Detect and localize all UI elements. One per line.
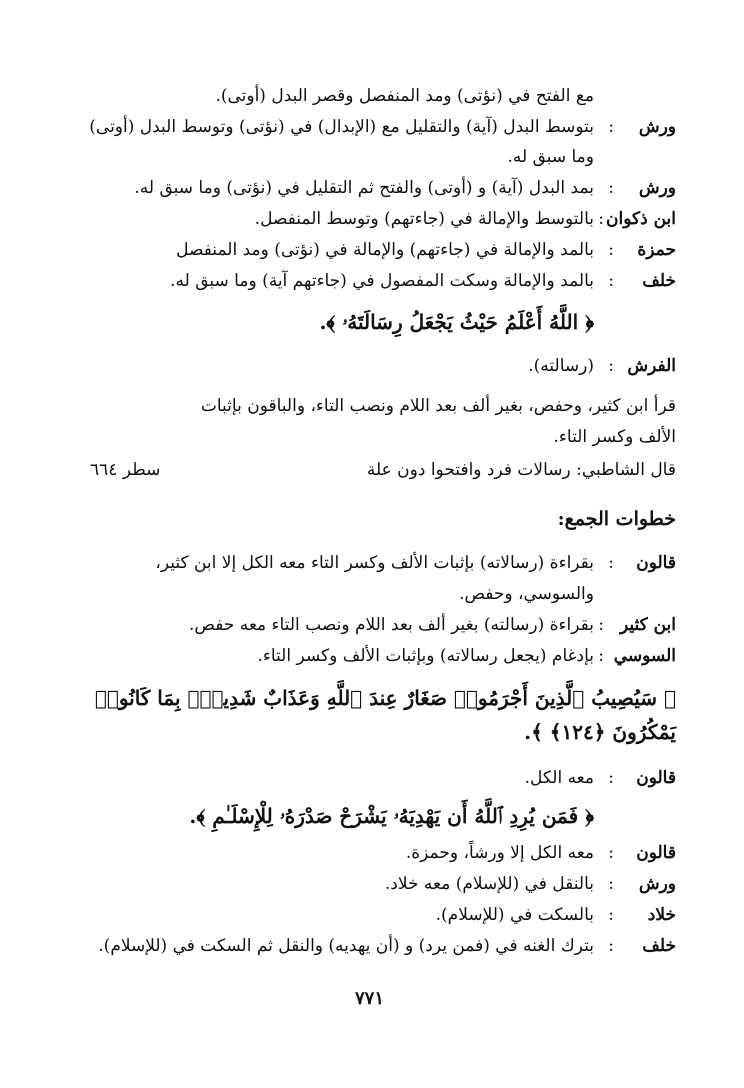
farsh-body: الألف وكسر التاء. bbox=[553, 427, 676, 447]
quran-verse: ﴿ اللَّهُ أَعْلَمُ حَيْثُ يَجْعَلُ رِسَالَتَهُۥ ﴾. bbox=[319, 310, 594, 334]
quran-verse: يَمْكُرُونَ ﴿١٢٤﴾ ﴾. bbox=[524, 720, 676, 744]
colon-separator: : bbox=[608, 178, 614, 198]
colon-separator: : bbox=[608, 843, 614, 863]
quran-verse: ﴿ سَيُصِيبُ ٱلَّذِينَ أَجْرَمُوا۟ صَغَارٌ عِندَ ٱللَّهِ وَعَذَابٌ شَدِيدٌۢ بِمَا كَانُوا۟ bbox=[94, 686, 676, 710]
reader-label: ابن كثير bbox=[619, 615, 676, 635]
colon-separator: : bbox=[608, 936, 614, 956]
colon-separator: : bbox=[608, 117, 614, 137]
entry-text: والسوسي، وحفص. bbox=[459, 584, 594, 604]
entry-text: بقراءة (رسالاته) بإثبات الألف وكسر التاء معه الكل إلا ابن كثير، bbox=[155, 553, 594, 573]
farsh-label: الفرش bbox=[627, 356, 676, 376]
reader-label: خلف bbox=[642, 936, 676, 956]
reader-label: ورش bbox=[638, 874, 676, 894]
entry-text: بالنقل في (للإسلام) معه خلاد. bbox=[384, 874, 594, 894]
colon-separator: : bbox=[608, 356, 614, 376]
reader-label: خلاد bbox=[647, 905, 676, 925]
colon-separator: : bbox=[608, 905, 614, 925]
reader-label: ورش bbox=[638, 178, 676, 198]
entry-text: معه الكل إلا ورشاً، وحمزة. bbox=[405, 843, 594, 863]
entry-text: بإدغام (يجعل رسالاته) وبإثبات الألف وكسر التاء. bbox=[257, 646, 594, 666]
entry-text: بالمد والإمالة وسكت المفصول في (جاءتهم آية) وما سبق له. bbox=[170, 271, 594, 291]
entry-text: بترك الغنه في (فمن يرد) و (أن يهديه) والنقل ثم السكت في (للإسلام). bbox=[98, 936, 594, 956]
section-heading: خطوات الجمع: bbox=[557, 508, 676, 530]
shatibi-quote: قال الشاطبي: رسالات فرد وافتحوا دون علة bbox=[366, 460, 676, 480]
entry-text: بالتوسط والإمالة في (جاءتهم) وتوسط المنفصل. bbox=[254, 209, 594, 229]
reader-label: قالون bbox=[636, 768, 676, 788]
line-reference: سطر ٦٦٤ bbox=[90, 460, 161, 480]
colon-separator: : bbox=[598, 209, 604, 229]
reader-label: حمزة bbox=[637, 240, 676, 260]
reader-label: ابن ذكوان bbox=[606, 209, 676, 229]
entry-text: معه الكل. bbox=[524, 768, 594, 788]
entry-text: وما سبق له. bbox=[507, 147, 594, 167]
colon-separator: : bbox=[608, 240, 614, 260]
entry-text: بالمد والإمالة في (جاءتهم) والإمالة في (نؤتى) ومد المنفصل bbox=[176, 240, 594, 260]
colon-separator: : bbox=[608, 553, 614, 573]
entry-text: بمد البدل (آية) و (أوتى) والفتح ثم التقليل في (نؤتى) وما سبق له. bbox=[134, 178, 594, 198]
reader-label: قالون bbox=[636, 843, 676, 863]
page-number: ٧٧١ bbox=[355, 988, 385, 1009]
reader-label: قالون bbox=[636, 553, 676, 573]
quran-verse: ﴿ فَمَن يُرِدِ ٱللَّهُ أَن يَهْدِيَهُۥ يَشْرَحْ صَدْرَهُۥ لِلْإِسْلَـٰمِ ﴾. bbox=[189, 804, 594, 828]
colon-separator: : bbox=[598, 615, 604, 635]
reader-label: ورش bbox=[638, 117, 676, 137]
farsh-word: (رسالته). bbox=[528, 356, 594, 376]
colon-separator: : bbox=[608, 768, 614, 788]
intro-line: مع الفتح في (نؤتى) ومد المنفصل وقصر البدل (أوتى). bbox=[215, 86, 594, 106]
reader-label: خلف bbox=[642, 271, 676, 291]
colon-separator: : bbox=[608, 874, 614, 894]
entry-text: بالسكت في (للإسلام). bbox=[435, 905, 594, 925]
colon-separator: : bbox=[608, 271, 614, 291]
entry-text: بتوسط البدل (آية) والتقليل مع (الإبدال) في (نؤتى) وتوسط البدل (أوتى) bbox=[89, 117, 594, 137]
colon-separator: : bbox=[598, 646, 604, 666]
reader-label: السوسي bbox=[613, 646, 676, 666]
entry-text: بقراءة (رسالته) بغير ألف بعد اللام ونصب التاء معه حفص. bbox=[188, 615, 594, 635]
farsh-body: قرأ ابن كثير، وحفص، بغير ألف بعد اللام ونصب التاء، والباقون بإثبات bbox=[200, 396, 676, 416]
